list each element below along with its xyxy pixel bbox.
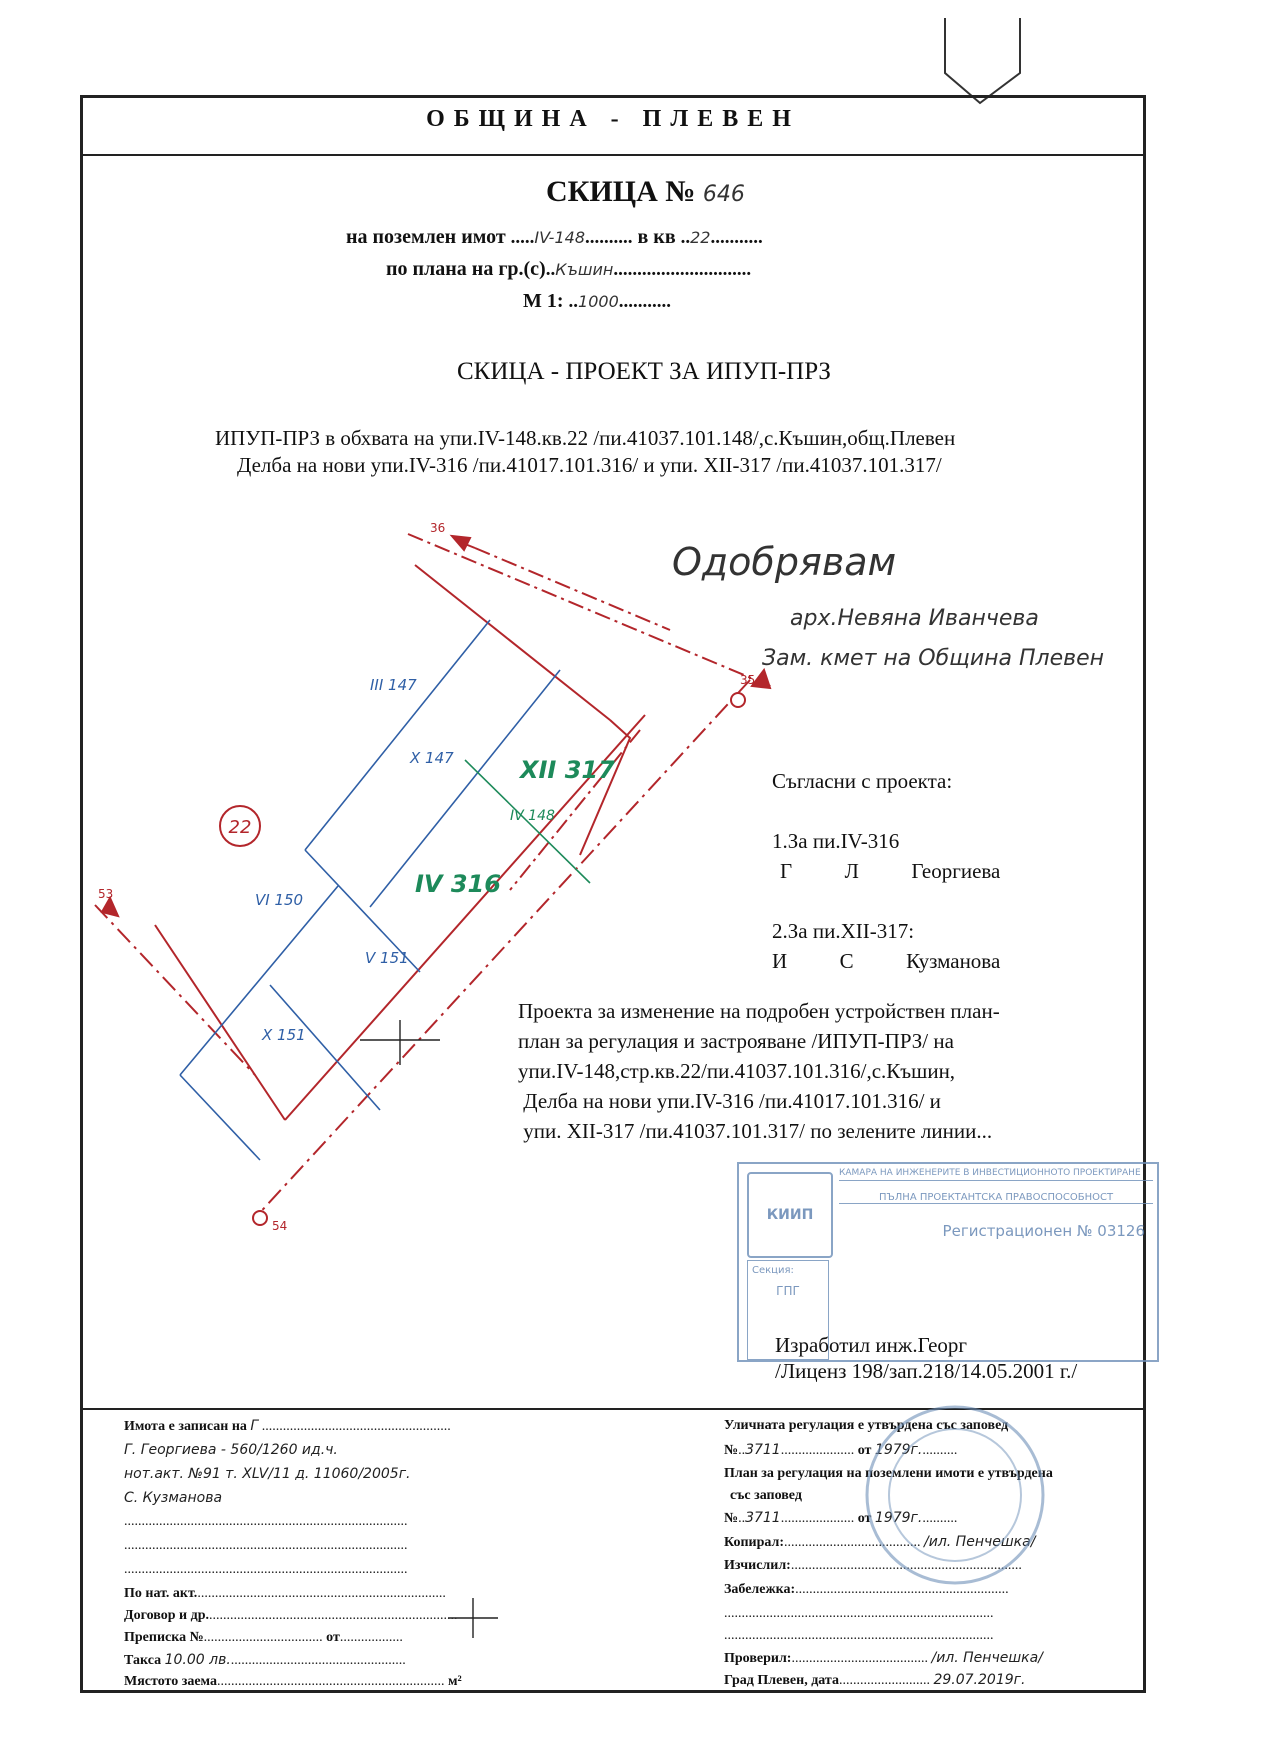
project-title: СКИЦА - ПРОЕКТ ЗА ИПУП-ПРЗ [457,358,831,385]
plot-label-x151: X 151 [262,1026,306,1044]
stamp-org: КАМАРА НА ИНЖЕНЕРИТЕ В ИНВЕСТИЦИОННОТО ПРОЕКТИРАНЕ [839,1168,1153,1181]
plot-line-1 [305,620,490,850]
street-line-upper [408,534,775,688]
transfer-line: Преписка №.................................. от.................. [124,1630,403,1645]
point-label-53: 53 [98,887,114,901]
order-line-2: №..3711..................... от 1979г........... [724,1510,958,1526]
property-value: IV-148 [534,228,585,247]
stamp-capacity: ПЪЛНА ПРОЕКТАНТСКА ПРАВОСПОСОБНОСТ [839,1192,1153,1204]
project-line-2: Делба на нови упи.IV-316 /пи.41017.101.316/ и упи. XII-317 /пи.41037.101.317/ [237,453,942,477]
deed-line: По нат. акт........................................................................ [124,1586,446,1601]
point-label-36: 36 [430,521,446,535]
plot-label-iv148: IV 148 [510,808,555,824]
municipal-round-stamp [855,1395,1055,1595]
block-number: 22 [228,817,252,838]
stamp-section: Секция: ГПГ [747,1260,829,1360]
owner-line-1: Г. Георгиева - 560/1260 ид.ч. [124,1442,338,1458]
note-line: Забележка:............................................................. [724,1582,1009,1597]
arrow-head-36 [452,536,470,550]
street-line-left [95,905,255,1075]
sketch-title: СКИЦА № 646 [546,175,745,208]
agreement-item-2: 2.За пи.XII-317: [772,919,915,943]
agreement-owner-2: И С Кузманова [772,949,1001,973]
designer-license: /Лиценз 198/зап.218/14.05.2001 г./ [775,1359,1078,1383]
plot-label-x147: X 147 [410,749,454,767]
plot-line-4 [180,886,338,1075]
description-line: упи.IV-148,стр.кв.22/пи.41037.101.316/,с.Къшин, [518,1059,956,1083]
plan-line: по плана на гр.(с)..Къшин............................. [386,258,752,280]
municipality-header: ОБЩИНА - ПЛЕВЕН [426,106,800,132]
registered-line: Имота е записан на Г ...................................................... [124,1418,451,1434]
agreement-heading: Съгласни с проекта: [772,769,953,793]
plan-regulation-label: План за регулация на поземлени имоти е утвърдена [724,1466,1053,1481]
order-line-1: №..3711..................... от 1979г........... [724,1442,958,1458]
plot-label-vi150: VI 150 [255,891,304,909]
owner-line-2: нот.акт. №91 т. XLV/11 д. 11060/2005г. [124,1466,411,1482]
blank-line: ............................................................................. [724,1606,994,1621]
cross-mark [448,1598,498,1638]
blank-line: ................................................................................. [124,1514,408,1529]
header-rule [83,154,1143,156]
contract-line: Договор и др........................................................................ [124,1608,458,1623]
plot-boundary-left [155,925,285,1120]
sketch-number: 646 [702,182,745,207]
area-line: Мястото заема................................................................. м² [124,1674,462,1689]
project-description [518,996,1000,1146]
owner-line-3: С. Кузманова [124,1490,223,1506]
calculated-line: Изчислил:.................................................................. [724,1558,1022,1573]
plan-regulation-order: със заповед [730,1488,802,1503]
scale-value: 1000 [578,292,619,311]
plot-line-5 [270,985,380,1110]
lower-left-block [124,1418,544,1696]
point-54 [253,1211,267,1225]
project-line-1: ИПУП-ПРЗ в обхвата на упи.IV-148.кв.22 /пи.41037.101.148/,с.Къшин,общ.Плевен [215,426,956,450]
checked-line: Проверил:....................................... /ил. Пенчешка/ [724,1650,1043,1666]
agreement-item-1: 1.За пи.IV-316 [772,829,900,853]
scale-line: М 1: ..1000........... [523,290,672,312]
point-label-35: 35 [740,673,756,687]
description-line: Делба на нови упи.IV-316 /пи.41017.101.316/ и [518,1089,941,1113]
kiip-logo: КИИП [747,1172,833,1258]
plot-label-iii147: III 147 [370,676,417,694]
property-line: на поземлен имот .....IV-148.......... в кв ..22........... [346,226,763,248]
agreement-owner-1: Г Л Георгиева [780,859,1001,883]
plot-line-6 [180,1075,260,1160]
plan-value: Къшин [555,260,614,279]
plot-label-v151: V 151 [365,949,409,967]
approval-word: Одобрявам [672,540,897,584]
point-35 [731,693,745,707]
street-regulation-label: Уличната регулация е утвърдена със заповед [724,1418,1009,1433]
approval-name: арх.Невяна Иванчева [790,606,1039,631]
plot-label-iv316: IV 316 [415,870,501,898]
prepared-by: Изработил инж.Георг [775,1333,968,1357]
description-line: Проекта за изменение на подробен устройствен план- [518,999,1000,1023]
fee-line: Такса 10.00 лв................................................... [124,1652,406,1668]
city-date-line: Град Плевен, дата.......................... 29.07.2019г. [724,1672,1026,1688]
copied-line: Копирал:....................................... /ил. Пенчешка/ [724,1534,1036,1550]
description-line: план за регулация и застрояване /ИПУП-ПРЗ/ на [518,1029,954,1053]
stamp-registration: Регистрационен № 03126 [942,1222,1145,1240]
approval-position: Зам. кмет на Община Плевен [762,646,1105,671]
description-line: упи. XII-317 /пи.41037.101.317/ по зелените линии... [518,1119,993,1143]
blank-line: ............................................................................. [724,1628,994,1643]
blank-line: ................................................................................. [124,1538,408,1553]
plot-label-xii317: XII 317 [520,756,615,784]
point-label-54: 54 [272,1219,288,1233]
blank-line: ................................................................................. [124,1562,408,1577]
street-line-upper-2 [475,548,670,630]
plot-boundary-top [415,565,610,720]
block-value: 22 [690,228,711,247]
